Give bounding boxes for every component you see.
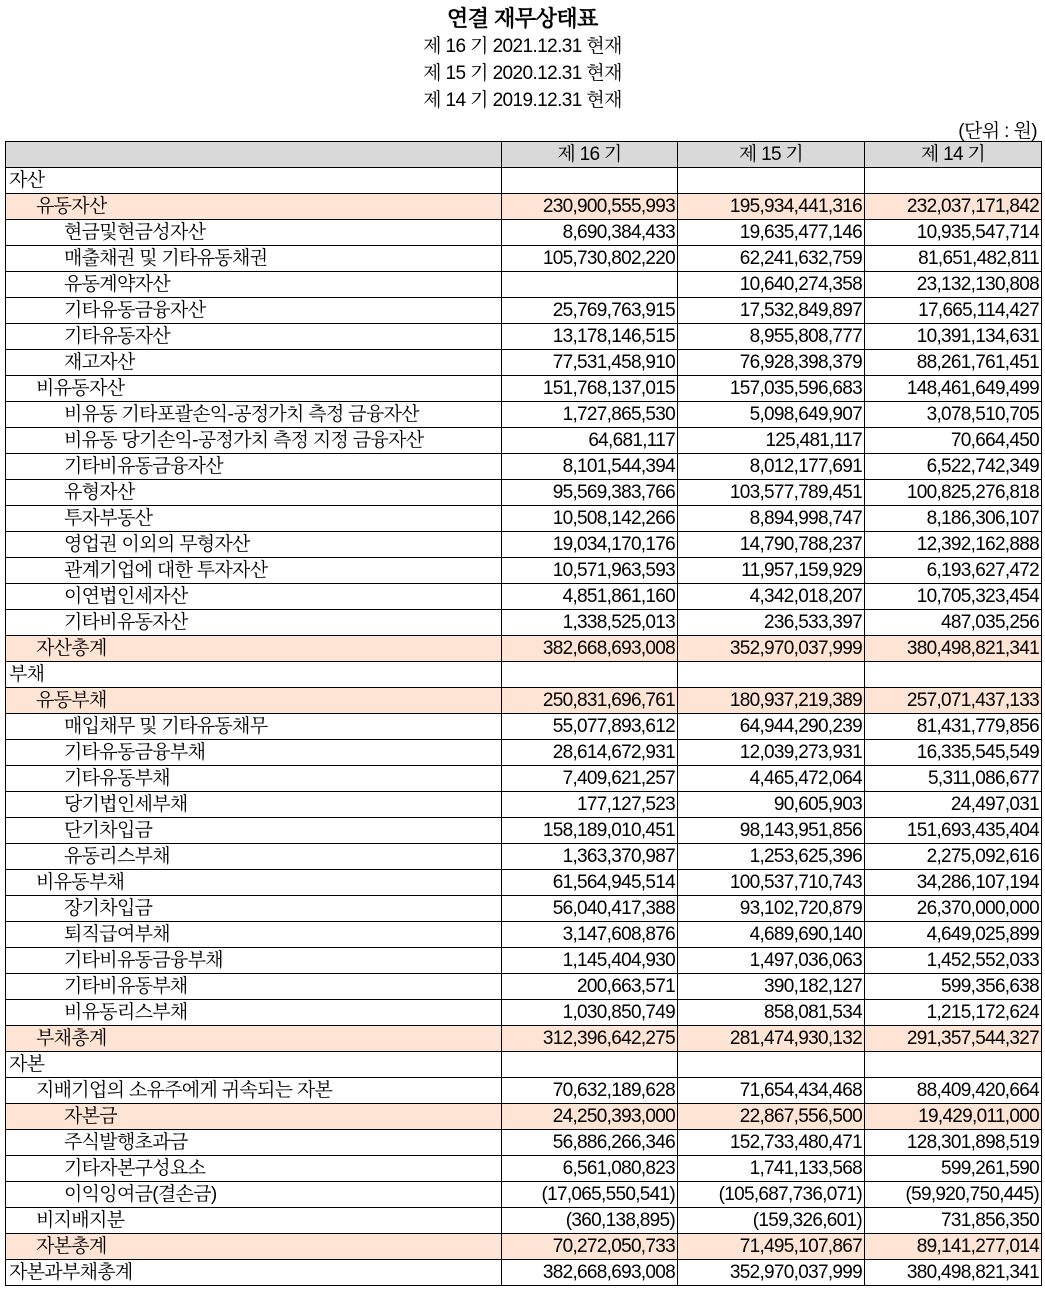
row-label: 자본 <box>6 1052 502 1078</box>
value-period-14: 599,356,638 <box>865 974 1042 1000</box>
value-period-16: 1,145,404,930 <box>502 948 678 974</box>
row-label: 당기법인세부채 <box>6 792 502 818</box>
value-period-14: 26,370,000,000 <box>865 896 1042 922</box>
value-period-16: 230,900,555,993 <box>502 194 678 220</box>
row-label: 기타자본구성요소 <box>6 1156 502 1182</box>
value-period-15: 22,867,556,500 <box>678 1104 865 1130</box>
row-label: 유형자산 <box>6 480 502 506</box>
value-period-16: 1,338,525,013 <box>502 610 678 636</box>
value-period-16: 70,632,189,628 <box>502 1078 678 1104</box>
value-period-15: 4,689,690,140 <box>678 922 865 948</box>
value-period-14: 257,071,437,133 <box>865 688 1042 714</box>
value-period-16 <box>502 272 678 298</box>
row-label: 이연법인세자산 <box>6 584 502 610</box>
value-period-15: 236,533,397 <box>678 610 865 636</box>
value-period-16: 8,101,544,394 <box>502 454 678 480</box>
value-period-15: 281,474,930,132 <box>678 1026 865 1052</box>
value-period-16: 56,040,417,388 <box>502 896 678 922</box>
value-period-15 <box>678 168 865 194</box>
row-label: 자본과부채총계 <box>6 1260 502 1286</box>
value-period-16 <box>502 1052 678 1078</box>
value-period-16: 6,561,080,823 <box>502 1156 678 1182</box>
row-label: 장기차입금 <box>6 896 502 922</box>
table-row <box>6 558 1042 584</box>
value-period-16: 312,396,642,275 <box>502 1026 678 1052</box>
value-period-15: 8,894,998,747 <box>678 506 865 532</box>
value-period-14: 81,431,779,856 <box>865 714 1042 740</box>
table-row <box>6 532 1042 558</box>
value-period-15: 1,741,133,568 <box>678 1156 865 1182</box>
row-label: 기타유동부채 <box>6 766 502 792</box>
table-row <box>6 1078 1042 1104</box>
value-period-16: 382,668,693,008 <box>502 636 678 662</box>
value-period-16: 250,831,696,761 <box>502 688 678 714</box>
value-period-15 <box>678 662 865 688</box>
table-row <box>6 974 1042 1000</box>
row-label: 부채총계 <box>6 1026 502 1052</box>
table-row <box>6 428 1042 454</box>
value-period-16: 200,663,571 <box>502 974 678 1000</box>
value-period-14: 8,186,306,107 <box>865 506 1042 532</box>
row-label: 퇴직급여부채 <box>6 922 502 948</box>
value-period-14: 128,301,898,519 <box>865 1130 1042 1156</box>
value-period-16: 1,363,370,987 <box>502 844 678 870</box>
table-row <box>6 688 1042 714</box>
table-row <box>6 922 1042 948</box>
value-period-16: 19,034,170,176 <box>502 532 678 558</box>
table-row <box>6 818 1042 844</box>
value-period-15: 152,733,480,471 <box>678 1130 865 1156</box>
table-row <box>6 792 1042 818</box>
table-row <box>6 1130 1042 1156</box>
period-15: 제 15 기 2020.12.31 현재 <box>423 63 622 84</box>
value-period-16: 64,681,117 <box>502 428 678 454</box>
table-row <box>6 610 1042 636</box>
row-label: 유동자산 <box>6 194 502 220</box>
value-period-14: 81,651,482,811 <box>865 246 1042 272</box>
value-period-14: 151,693,435,404 <box>865 818 1042 844</box>
value-period-14: 88,261,761,451 <box>865 350 1042 376</box>
period-14: 제 14 기 2019.12.31 현재 <box>423 90 622 111</box>
row-label: 현금및현금성자산 <box>6 220 502 246</box>
value-period-14: 2,275,092,616 <box>865 844 1042 870</box>
value-period-16: 10,571,963,593 <box>502 558 678 584</box>
value-period-16: 77,531,458,910 <box>502 350 678 376</box>
value-period-15 <box>678 1052 865 1078</box>
value-period-15: 4,465,472,064 <box>678 766 865 792</box>
value-period-15: 10,640,274,358 <box>678 272 865 298</box>
value-period-15: 62,241,632,759 <box>678 246 865 272</box>
table-row <box>6 1182 1042 1208</box>
value-period-14: 17,665,114,427 <box>865 298 1042 324</box>
value-period-15: 64,944,290,239 <box>678 714 865 740</box>
table-row <box>6 1260 1042 1286</box>
table-row <box>6 506 1042 532</box>
value-period-16: 7,409,621,257 <box>502 766 678 792</box>
value-period-14: 23,132,130,808 <box>865 272 1042 298</box>
value-period-14: 88,409,420,664 <box>865 1078 1042 1104</box>
header-period-14: 제 14 기 <box>865 142 1042 168</box>
value-period-16: 158,189,010,451 <box>502 818 678 844</box>
row-label: 비유동부채 <box>6 870 502 896</box>
value-period-15: 8,955,808,777 <box>678 324 865 350</box>
value-period-14: 19,429,011,000 <box>865 1104 1042 1130</box>
value-period-15: 98,143,951,856 <box>678 818 865 844</box>
header-period-15: 제 15 기 <box>678 142 865 168</box>
value-period-15: 5,098,649,907 <box>678 402 865 428</box>
value-period-15: 125,481,117 <box>678 428 865 454</box>
value-period-16: 13,178,146,515 <box>502 324 678 350</box>
value-period-15: 8,012,177,691 <box>678 454 865 480</box>
table-row <box>6 1156 1042 1182</box>
table-row <box>6 1104 1042 1130</box>
value-period-14: 4,649,025,899 <box>865 922 1042 948</box>
row-label: 매입채무 및 기타유동채무 <box>6 714 502 740</box>
value-period-16: (17,065,550,541) <box>502 1182 678 1208</box>
period-16: 제 16 기 2021.12.31 현재 <box>423 36 622 57</box>
table-row <box>6 896 1042 922</box>
header-label <box>6 142 502 168</box>
value-period-15: 180,937,219,389 <box>678 688 865 714</box>
value-period-14 <box>865 1052 1042 1078</box>
value-period-14: 6,193,627,472 <box>865 558 1042 584</box>
row-label: 비지배지분 <box>6 1208 502 1234</box>
row-label: 기타비유동자산 <box>6 610 502 636</box>
value-period-15: 76,928,398,379 <box>678 350 865 376</box>
value-period-16: 3,147,608,876 <box>502 922 678 948</box>
value-period-14: 5,311,086,677 <box>865 766 1042 792</box>
table-row <box>6 1000 1042 1026</box>
table-row <box>6 870 1042 896</box>
value-period-16 <box>502 168 678 194</box>
table-row <box>6 298 1042 324</box>
row-label: 기타유동금융부채 <box>6 740 502 766</box>
value-period-14: 1,452,552,033 <box>865 948 1042 974</box>
value-period-16: 28,614,672,931 <box>502 740 678 766</box>
table-row <box>6 194 1042 220</box>
table-row <box>6 168 1042 194</box>
value-period-15: 1,253,625,396 <box>678 844 865 870</box>
value-period-15: 390,182,127 <box>678 974 865 1000</box>
value-period-15: 17,532,849,897 <box>678 298 865 324</box>
value-period-15: 103,577,789,451 <box>678 480 865 506</box>
value-period-15: 11,957,159,929 <box>678 558 865 584</box>
row-label: 자본총계 <box>6 1234 502 1260</box>
value-period-16: 61,564,945,514 <box>502 870 678 896</box>
row-label: 지배기업의 소유주에게 귀속되는 자본 <box>6 1078 502 1104</box>
table-row <box>6 740 1042 766</box>
value-period-16: 55,077,893,612 <box>502 714 678 740</box>
value-period-14: 70,664,450 <box>865 428 1042 454</box>
value-period-14: 10,935,547,714 <box>865 220 1042 246</box>
row-label: 매출채권 및 기타유동채권 <box>6 246 502 272</box>
value-period-16: 8,690,384,433 <box>502 220 678 246</box>
table-row <box>6 454 1042 480</box>
value-period-14: 10,705,323,454 <box>865 584 1042 610</box>
value-period-15: 93,102,720,879 <box>678 896 865 922</box>
row-label: 부채 <box>6 662 502 688</box>
row-label: 자산 <box>6 168 502 194</box>
row-label: 기타비유동금융자산 <box>6 454 502 480</box>
balance-sheet-table <box>5 141 1042 1286</box>
value-period-16 <box>502 662 678 688</box>
table-row <box>6 350 1042 376</box>
table-row <box>6 766 1042 792</box>
row-label: 이익잉여금(결손금) <box>6 1182 502 1208</box>
value-period-16: 10,508,142,266 <box>502 506 678 532</box>
table-row <box>6 662 1042 688</box>
value-period-15: 157,035,596,683 <box>678 376 865 402</box>
value-period-14: 34,286,107,194 <box>865 870 1042 896</box>
table-row <box>6 584 1042 610</box>
value-period-15: 71,654,434,468 <box>678 1078 865 1104</box>
table-row <box>6 402 1042 428</box>
value-period-16: 382,668,693,008 <box>502 1260 678 1286</box>
value-period-14: 232,037,171,842 <box>865 194 1042 220</box>
value-period-16: 24,250,393,000 <box>502 1104 678 1130</box>
value-period-16: 1,727,865,530 <box>502 402 678 428</box>
value-period-16: 177,127,523 <box>502 792 678 818</box>
value-period-16: 70,272,050,733 <box>502 1234 678 1260</box>
row-label: 투자부동산 <box>6 506 502 532</box>
row-label: 유동부채 <box>6 688 502 714</box>
value-period-14: 487,035,256 <box>865 610 1042 636</box>
row-label: 비유동자산 <box>6 376 502 402</box>
row-label: 비유동 기타포괄손익-공정가치 측정 금융자산 <box>6 402 502 428</box>
value-period-16: 25,769,763,915 <box>502 298 678 324</box>
row-label: 자본금 <box>6 1104 502 1130</box>
value-period-16: 105,730,802,220 <box>502 246 678 272</box>
table-row <box>6 1208 1042 1234</box>
value-period-15: (105,687,736,071) <box>678 1182 865 1208</box>
value-period-16: (360,138,895) <box>502 1208 678 1234</box>
value-period-15: 858,081,534 <box>678 1000 865 1026</box>
value-period-14: 148,461,649,499 <box>865 376 1042 402</box>
value-period-16: 4,851,861,160 <box>502 584 678 610</box>
table-row <box>6 948 1042 974</box>
value-period-15: 90,605,903 <box>678 792 865 818</box>
row-label: 기타비유동금융부채 <box>6 948 502 974</box>
table-row <box>6 714 1042 740</box>
table-row <box>6 272 1042 298</box>
row-label: 주식발행초과금 <box>6 1130 502 1156</box>
row-label: 기타유동금융자산 <box>6 298 502 324</box>
value-period-16: 56,886,266,346 <box>502 1130 678 1156</box>
value-period-14: 3,078,510,705 <box>865 402 1042 428</box>
value-period-15: 352,970,037,999 <box>678 636 865 662</box>
row-label: 기타유동자산 <box>6 324 502 350</box>
value-period-14: (59,920,750,445) <box>865 1182 1042 1208</box>
row-label: 자산총계 <box>6 636 502 662</box>
value-period-14: 12,392,162,888 <box>865 532 1042 558</box>
value-period-15: 1,497,036,063 <box>678 948 865 974</box>
table-row <box>6 844 1042 870</box>
value-period-14: 89,141,277,014 <box>865 1234 1042 1260</box>
value-period-15: 195,934,441,316 <box>678 194 865 220</box>
table-row <box>6 324 1042 350</box>
row-label: 비유동 당기손익-공정가치 측정 지정 금융자산 <box>6 428 502 454</box>
value-period-14: 380,498,821,341 <box>865 636 1042 662</box>
table-header-row <box>6 142 1042 168</box>
value-period-14: 16,335,545,549 <box>865 740 1042 766</box>
row-label: 기타비유동부채 <box>6 974 502 1000</box>
value-period-15: 4,342,018,207 <box>678 584 865 610</box>
value-period-14 <box>865 168 1042 194</box>
table-row <box>6 636 1042 662</box>
row-label: 단기차입금 <box>6 818 502 844</box>
header-period-16: 제 16 기 <box>502 142 678 168</box>
table-row <box>6 1026 1042 1052</box>
value-period-14: 291,357,544,327 <box>865 1026 1042 1052</box>
value-period-15: 100,537,710,743 <box>678 870 865 896</box>
value-period-15: 19,635,477,146 <box>678 220 865 246</box>
row-label: 관계기업에 대한 투자자산 <box>6 558 502 584</box>
row-label: 영업권 이외의 무형자산 <box>6 532 502 558</box>
row-label: 비유동리스부채 <box>6 1000 502 1026</box>
unit-label: (단위 : 원) <box>958 121 1037 142</box>
value-period-15: 71,495,107,867 <box>678 1234 865 1260</box>
table-row <box>6 1234 1042 1260</box>
value-period-14: 24,497,031 <box>865 792 1042 818</box>
value-period-15: 12,039,273,931 <box>678 740 865 766</box>
table-row <box>6 1052 1042 1078</box>
value-period-14: 380,498,821,341 <box>865 1260 1042 1286</box>
row-label: 유동리스부채 <box>6 844 502 870</box>
row-label: 유동계약자산 <box>6 272 502 298</box>
value-period-14: 731,856,350 <box>865 1208 1042 1234</box>
table-row <box>6 246 1042 272</box>
value-period-16: 1,030,850,749 <box>502 1000 678 1026</box>
value-period-14: 10,391,134,631 <box>865 324 1042 350</box>
statement-title: 연결 재무상태표 <box>447 6 598 31</box>
table-row <box>6 480 1042 506</box>
value-period-14 <box>865 662 1042 688</box>
value-period-14: 1,215,172,624 <box>865 1000 1042 1026</box>
table-row <box>6 220 1042 246</box>
value-period-14: 100,825,276,818 <box>865 480 1042 506</box>
value-period-15: 14,790,788,237 <box>678 532 865 558</box>
value-period-16: 151,768,137,015 <box>502 376 678 402</box>
value-period-14: 599,261,590 <box>865 1156 1042 1182</box>
row-label: 재고자산 <box>6 350 502 376</box>
value-period-16: 95,569,383,766 <box>502 480 678 506</box>
value-period-15: (159,326,601) <box>678 1208 865 1234</box>
value-period-14: 6,522,742,349 <box>865 454 1042 480</box>
value-period-15: 352,970,037,999 <box>678 1260 865 1286</box>
table-row <box>6 376 1042 402</box>
